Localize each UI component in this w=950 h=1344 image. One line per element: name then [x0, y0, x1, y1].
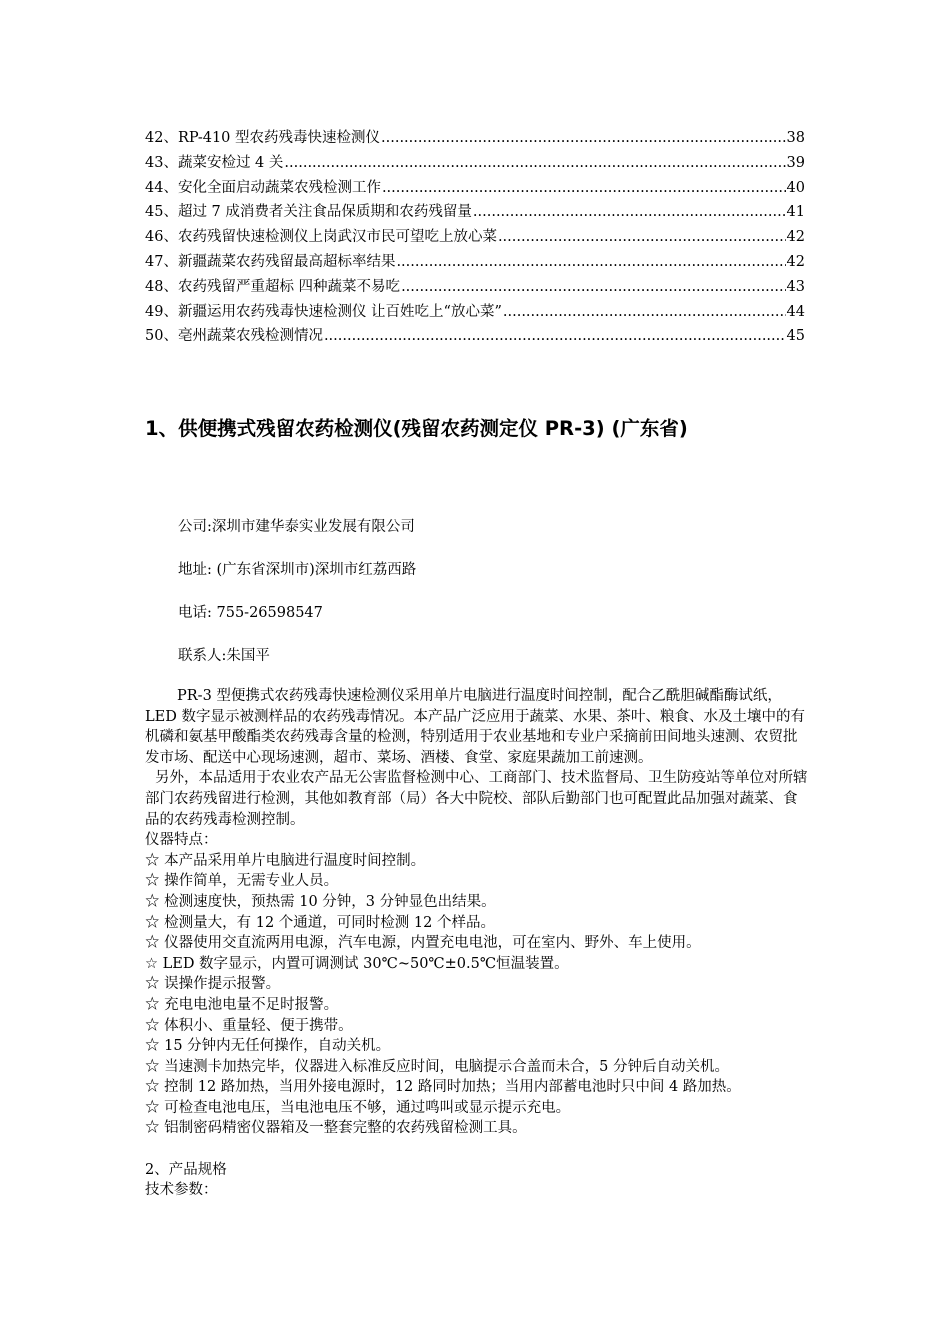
feature-item: ☆ 当速测卡加热完毕，仪器进入标准反应时间，电脑提示合盖而未合，5 分钟后自动关机。 — [145, 1058, 729, 1075]
spec-title: 2、产品规格 — [145, 1161, 227, 1178]
product-description — [145, 686, 810, 1201]
toc-entry-page: 40 — [786, 179, 805, 196]
phone-line: 电话: 755-26598547 — [178, 605, 323, 621]
toc-entry[interactable] — [145, 126, 805, 151]
feature-item: ☆ 误操作提示报警。 — [145, 976, 281, 993]
toc-entry-page: 44 — [786, 303, 805, 320]
toc-entry[interactable] — [145, 324, 805, 349]
toc-entry-title: 42、RP-410 型农药残毒快速检测仪 — [145, 130, 381, 146]
feature-item: ☆ 检测量大，有 12 个通道，可同时检测 12 个样品。 — [145, 914, 495, 931]
features-title: 仪器特点： — [145, 832, 218, 849]
toc-leader-dots — [382, 176, 786, 201]
toc-leader-dots — [396, 250, 785, 275]
feature-item: ☆ 控制 12 路加热，当用外接电源时，12 路同时加热；当用内部蓄电池时只中间 4 路加热。 — [145, 1079, 741, 1096]
feature-item: ☆ 体积小、重量轻、便于携带。 — [145, 1017, 353, 1034]
toc-leader-dots — [284, 151, 785, 176]
toc-entry-title: 45、超过 7 成消费者关注食品保质期和农药残留量 — [145, 204, 472, 221]
toc-entry-page: 38 — [786, 130, 805, 146]
extra-paragraph: 另外，本品适用于农业农产品无公害监督检测中心、工商部门、技术监督局、卫生防疫站等单位对所辖部门农药残留进行检测，其他如教育部（局）各大中院校、部队后勤部门也可配置此品加强对蔬菜、食品的农药残毒检测控制。 — [145, 770, 808, 828]
toc-entry-page: 42 — [786, 229, 805, 246]
toc-entry-page: 45 — [786, 328, 805, 345]
spec-subtitle: 技术参数： — [145, 1182, 218, 1199]
toc-entry-page: 41 — [786, 204, 805, 221]
toc-entry-title: 46、农药残留快速检测仪上岗武汉市民可望吃上放心菜 — [145, 229, 497, 246]
toc-entry-page: 43 — [786, 278, 805, 295]
toc-entry-title: 44、安化全面启动蔬菜农残检测工作 — [145, 179, 381, 196]
feature-item: ☆ 本产品采用单片电脑进行温度时间控制。 — [145, 852, 426, 869]
toc-entry-page: 42 — [786, 253, 805, 270]
toc-entry[interactable] — [145, 250, 805, 275]
company-line: 公司:深圳市建华泰实业发展有限公司 — [178, 519, 415, 535]
toc-entry-page: 39 — [786, 154, 805, 171]
toc-entry[interactable] — [145, 176, 805, 201]
toc-leader-dots — [324, 324, 786, 349]
toc-leader-dots — [473, 200, 786, 225]
intro-paragraph: PR-3 型便携式农药残毒快速检测仪采用单片电脑进行温度时间控制，配合乙酰胆碱酯酶试纸，LED 数字显示被测样品的农药残毒情况。本产品广泛应用于蔬菜、水果、茶叶、粮食、水及土壤中的有机磷和氨基甲酸酯类农药残毒含量的检测，特别适用于农业基地和专业户采摘前田间地头速测、农贸批发市场、配送中心现场速测，超市、菜场、酒楼、食堂、家庭果蔬加工前速测。 — [145, 688, 805, 766]
toc-entry[interactable] — [145, 275, 805, 300]
feature-item: ☆ 操作简单，无需专业人员。 — [145, 873, 339, 890]
toc-entry[interactable] — [145, 300, 805, 325]
feature-item: ☆ 可检查电池电压，当电池电压不够，通过鸣叫或显示提示充电。 — [145, 1099, 571, 1116]
toc-entry-title: 49、新疆运用农药残毒快速检测仪 让百姓吃上“放心菜” — [145, 303, 502, 320]
toc-leader-dots — [503, 300, 786, 325]
toc-entry-title: 50、亳州蔬菜农残检测情况 — [145, 328, 323, 345]
toc-entry[interactable] — [145, 200, 805, 225]
section-heading: 1、供便携式残留农药检测仪(残留农药测定仪 PR-3) (广东省) — [145, 417, 688, 440]
contact-line: 联系人:朱国平 — [178, 648, 270, 664]
toc-leader-dots — [498, 225, 786, 250]
toc-entry[interactable] — [145, 225, 805, 250]
feature-item: ☆ 仪器使用交直流两用电源，汽车电源，内置充电电池，可在室内、野外、车上使用。 — [145, 935, 701, 952]
toc-entry-title: 48、农药残留严重超标 四种蔬菜不易吃 — [145, 278, 401, 295]
feature-item: ☆ LED 数字显示，内置可调测试 30℃~50℃±0.5℃恒温装置。 — [145, 955, 569, 972]
feature-item: ☆ 检测速度快，预热需 10 分钟，3 分钟显色出结果。 — [145, 893, 496, 910]
feature-item: ☆ 铝制密码精密仪器箱及一整套完整的农药残留检测工具。 — [145, 1120, 527, 1137]
table-of-contents — [145, 126, 805, 349]
toc-leader-dots — [381, 126, 786, 151]
feature-item: ☆ 15 分钟内无任何操作，自动关机。 — [145, 1038, 391, 1055]
toc-entry-title: 43、蔬菜安检过 4 关 — [145, 154, 284, 171]
blank-line — [145, 1139, 810, 1160]
address-line: 地址: (广东省深圳市)深圳市红荔西路 — [178, 562, 417, 578]
toc-entry[interactable] — [145, 151, 805, 176]
toc-leader-dots — [401, 275, 785, 300]
toc-entry-title: 47、新疆蔬菜农药残留最高超标率结果 — [145, 253, 396, 270]
feature-item: ☆ 充电电池电量不足时报警。 — [145, 996, 339, 1013]
